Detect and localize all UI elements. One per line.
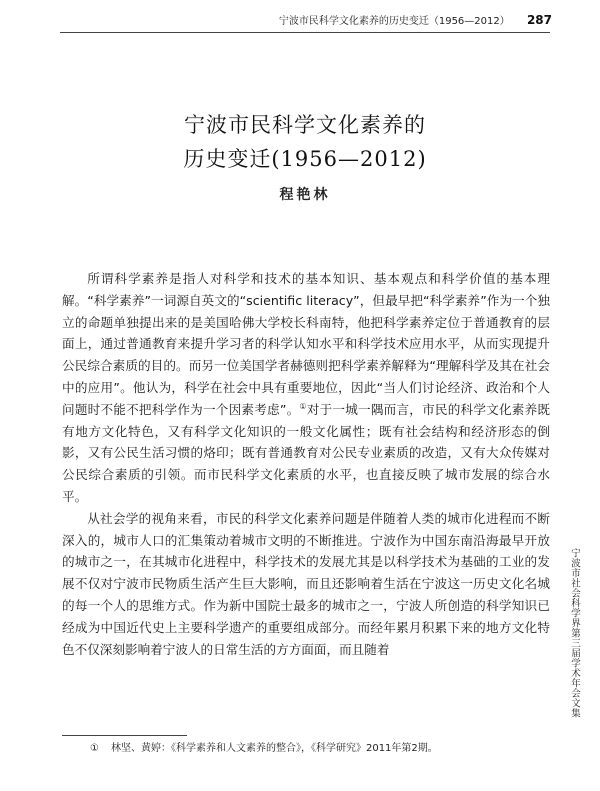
article-title-line1: 宁波市民科学文化素养的 — [184, 113, 426, 137]
body-paragraph-1-part-b: 对于一城一隅而言，市民的科学文化素养既有地方文化特色，又有科学文化知识的一般文化属性；既有社会结构和经济形态的倒影，又有公民生活习惯的烙印；既有普通教育对公民专业素质的改造，又有大众传媒对公民综合素质的引领。而市民科学文化素质的水平，也直接反映了城市发展的综合水平。 — [62, 401, 551, 504]
article-body — [62, 268, 550, 660]
footnote-text: 林坚、黄婷：《科学素养和人文素养的整合》，《科学研究》2011年第2期。 — [110, 743, 438, 754]
page-number: 287 — [526, 13, 552, 27]
side-collection-label: 宁波市社会科学界第三届学术年会文集 — [569, 548, 580, 718]
footnote-rule — [62, 735, 187, 736]
article-title — [60, 108, 550, 176]
footnote-mark: ① — [90, 743, 99, 754]
body-paragraph-1 — [62, 268, 550, 508]
body-paragraph-1-part-a: 所谓科学素养是指人对科学和技术的基本知识、基本观点和科学价值的基本理解。“科学素养”一词源自英文的“scientific literacy”，但最早把“科学素养”作为一个独立的命题单独提出来的是美国哈佛大学校长科南特，他把科学素养定位于普通教育的层面上，通过普通教育来提升学习者的科学认知水平和科学技术应用水平，从而实现提升公民综合素质的目的。而另一位美国学者赫德则把科学素养解释为“理解科学及其在社会中的应用”。他认为，科学在社会中具有重要地位，因此“当人们讨论经济、政治和个人问题时不能不把科学作为一个因素考虑”。 — [62, 271, 550, 417]
author-name: 程艳林 — [279, 187, 331, 203]
running-header — [60, 12, 552, 30]
article-title-line2: 历史变迁(1956—2012) — [183, 147, 427, 171]
body-paragraph-2: 从社会学的视角来看，市民的科学文化素养问题是伴随着人类的城市化进程而不断深入的，城市人口的汇集策动着城市文明的不断推进。宁波作为中国东南沿海最早开放的城市之一，在其城市化进程中，科学技术的发展尤其是以科学技术为基础的工业的发展不仅对宁波市民物质生活产生巨大影响，而且还影响着生活在宁波这一历史文化名城的每一个人的思维方式。作为新中国院士最多的城市之一，宁波人所创造的科学知识已经成为中国近代史上主要科学遗产的重要组成部分。而经年累月积累下来的地方文化特色不仅深刻影响着宁波人的日常生活的方方面面，而且随着 — [62, 510, 550, 657]
footnote — [90, 742, 530, 756]
header-rule — [60, 32, 550, 33]
footnote-reference: ① — [299, 401, 307, 411]
running-header-title: 宁波市民科学文化素养的历史变迁（1956—2012） — [278, 16, 510, 27]
